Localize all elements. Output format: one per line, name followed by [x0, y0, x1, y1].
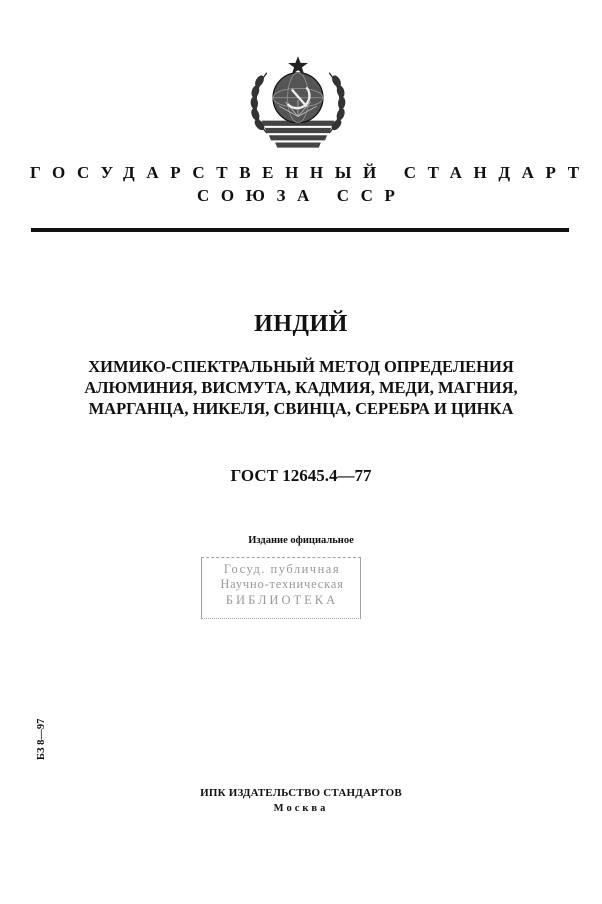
stamp-line: Госуд. публичная: [223, 562, 341, 576]
document-subtitle: [40, 356, 562, 419]
publisher-name: ИПК ИЗДАТЕЛЬСТВО СТАНДАРТОВ: [200, 787, 402, 799]
subtitle-line: ХИМИКО-СПЕКТРАЛЬНЫЙ МЕТОД ОПРЕДЕЛЕНИЯ: [88, 357, 514, 376]
document-title: ИНДИЙ: [254, 311, 348, 337]
stamp-line: БИБЛИОТЕКА: [225, 593, 339, 607]
publisher-city: Москва: [273, 803, 329, 814]
side-code: БЗ 8—97: [36, 718, 47, 760]
subtitle-line: АЛЮМИНИЯ, ВИСМУТА, КАДМИЯ, МЕДИ, МАГНИЯ,: [84, 378, 518, 397]
header-union: СОЮЗА ССР: [197, 186, 407, 205]
header-divider: [31, 228, 569, 232]
subtitle-line: МАРГАНЦА, НИКЕЛЯ, СВИНЦА, СЕРЕБРА И ЦИНКА: [88, 399, 514, 418]
gost-number: ГОСТ 12645.4—77: [230, 466, 372, 485]
stamp-line: Научно-техническая: [220, 577, 344, 591]
library-stamp: [201, 557, 361, 619]
edition-label: Издание официальное: [248, 535, 354, 546]
ussr-state-emblem-icon: [246, 52, 350, 156]
header-state-standard: ГОСУДАРСТВЕННЫЙ СТАНДАРТ: [30, 163, 591, 182]
